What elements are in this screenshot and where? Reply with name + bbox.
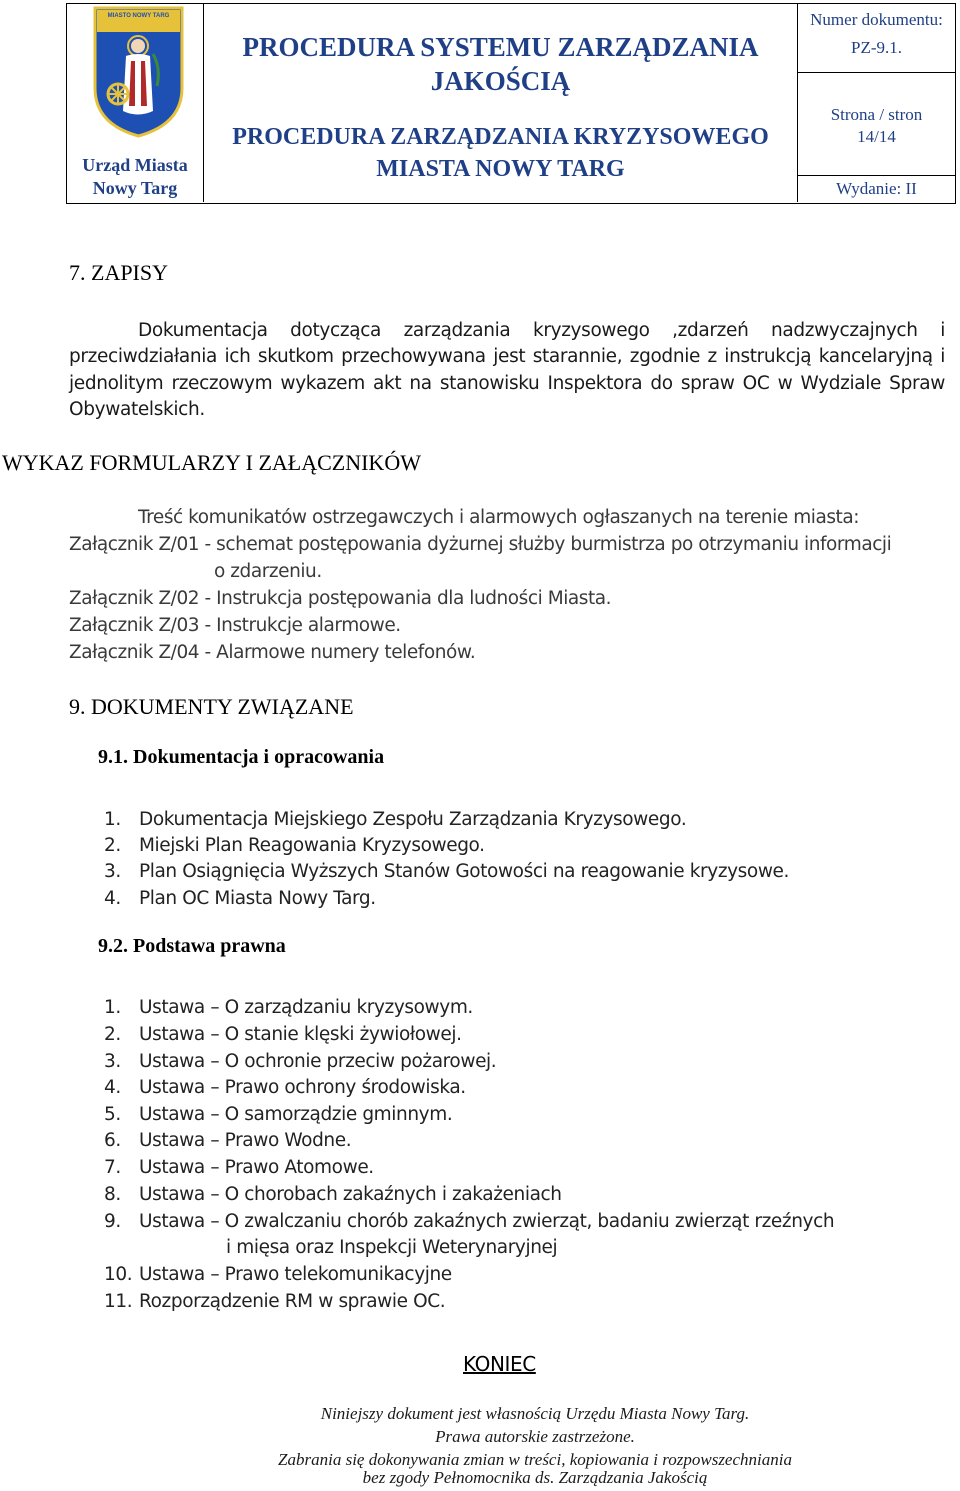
logo-cell bbox=[67, 4, 204, 202]
footer-line-3: Zabrania się dokonywania zmian w treści, kopiowania i rozpowszechniania bbox=[278, 1450, 792, 1469]
section-7-text: Dokumentacja dotycząca zarządzania kryzysowego ,zdarzeń nadzwyczajnych i przeciwdziałania ich skutkom przechowywana jest starannie, zgodnie z instrukcją kancelaryjną i jednolitym rzeczowym wykazem akt na stanowisku Inspektora do spraw OC w Wydziale Spraw Obywatelskich. bbox=[69, 320, 945, 420]
list-item: 1. Dokumentacja Miejskiego Zespołu Zarządzania Kryzysowego. bbox=[104, 809, 687, 830]
list-item-continuation: i mięsa oraz Inspekcji Weterynaryjnej bbox=[226, 1237, 558, 1258]
list-item: 8. Ustawa – O chorobach zakaźnych i zakażeniach bbox=[104, 1184, 562, 1205]
crest-text: MIASTO NOWY TARG bbox=[107, 13, 170, 19]
doc-number: PZ-9.1. bbox=[851, 38, 902, 57]
list-item: 2. Ustawa – O stanie klęski żywiołowej. bbox=[104, 1024, 462, 1045]
forms-heading: WYKAZ FORMULARZY I ZAŁĄCZNIKÓW bbox=[2, 450, 421, 475]
list-item: 3. Plan Osiągnięcia Wyższych Stanów Gotowości na reagowanie kryzysowe. bbox=[104, 861, 790, 882]
end-marker: KONIEC bbox=[463, 1352, 536, 1376]
attachment-z03: Załącznik Z/03 - Instrukcje alarmowe. bbox=[69, 615, 401, 636]
list-item: 9. Ustawa – O zwalczaniu chorób zakaźnych zwierząt, badaniu zwierząt rzeźnych bbox=[104, 1211, 835, 1232]
list-item: 1. Ustawa – O zarządzaniu kryzysowym. bbox=[104, 997, 473, 1018]
list-item: 4. Ustawa – Prawo ochrony środowiska. bbox=[104, 1077, 466, 1098]
footer-line-1: Niniejszy dokument jest własnością Urzędu Miasta Nowy Targ. bbox=[320, 1404, 750, 1423]
attachment-z01: Załącznik Z/01 - schemat postępowania dyżurnej służby burmistrza po otrzymaniu informacji bbox=[69, 534, 892, 555]
list-item: 10. Ustawa – Prawo telekomunikacyjne bbox=[104, 1264, 452, 1285]
town-crest-icon bbox=[91, 6, 186, 138]
list-item: 11. Rozporządzenie RM w sprawie OC. bbox=[104, 1291, 446, 1312]
forms-intro: Treść komunikatów ostrzegawczych i alarmowych ogłaszanych na terenie miasta: bbox=[138, 507, 860, 528]
doc-number-block bbox=[798, 4, 955, 73]
list-item: 6. Ustawa – Prawo Wodne. bbox=[104, 1130, 352, 1151]
office-name: Urząd Miasta Nowy Targ bbox=[82, 155, 188, 198]
section-9-heading: 9. DOKUMENTY ZWIĄZANE bbox=[69, 694, 354, 719]
page-label: Strona / stron bbox=[830, 105, 923, 124]
footer-line-2: Prawa autorskie zastrzeżone. bbox=[435, 1427, 635, 1446]
section-7-paragraph bbox=[69, 318, 945, 423]
procedure-title: PROCEDURA ZARZĄDZANIA KRYZYSOWEGO MIASTA NOWY TARG bbox=[232, 124, 769, 182]
attachment-z01-cont: o zdarzeniu. bbox=[214, 561, 322, 582]
list-item: 4. Plan OC Miasta Nowy Targ. bbox=[104, 888, 376, 909]
list-item: 3. Ustawa – O ochronie przeciw pożarowej. bbox=[104, 1051, 497, 1072]
attachment-z04: Załącznik Z/04 - Alarmowe numery telefonów. bbox=[69, 642, 476, 663]
list-item: 2. Miejski Plan Reagowania Kryzysowego. bbox=[104, 835, 485, 856]
title-cell bbox=[204, 4, 797, 202]
meta-cell bbox=[797, 4, 955, 202]
page-value: 14/14 bbox=[857, 127, 896, 146]
list-item: 7. Ustawa – Prawo Atomowe. bbox=[104, 1157, 374, 1178]
edition-block bbox=[798, 175, 955, 202]
document-header bbox=[66, 3, 956, 204]
section-9-1-heading: 9.1. Dokumentacja i opracowania bbox=[98, 746, 385, 768]
doc-number-label: Numer dokumentu: bbox=[810, 10, 943, 29]
page-block bbox=[798, 72, 955, 176]
list-item: 5. Ustawa – O samorządzie gminnym. bbox=[104, 1104, 453, 1125]
edition: Wydanie: II bbox=[836, 179, 917, 198]
section-9-2-heading: 9.2. Podstawa prawna bbox=[98, 935, 286, 957]
attachment-z02: Załącznik Z/02 - Instrukcja postępowania dla ludności Miasta. bbox=[69, 588, 612, 609]
footer-line-4: bez zgody Pełnomocnika ds. Zarządzania Jakością bbox=[362, 1468, 708, 1487]
section-7-heading: 7. ZAPISY bbox=[69, 260, 169, 285]
procedure-system-title: PROCEDURA SYSTEMU ZARZĄDZANIA JAKOŚCIĄ bbox=[242, 32, 759, 96]
